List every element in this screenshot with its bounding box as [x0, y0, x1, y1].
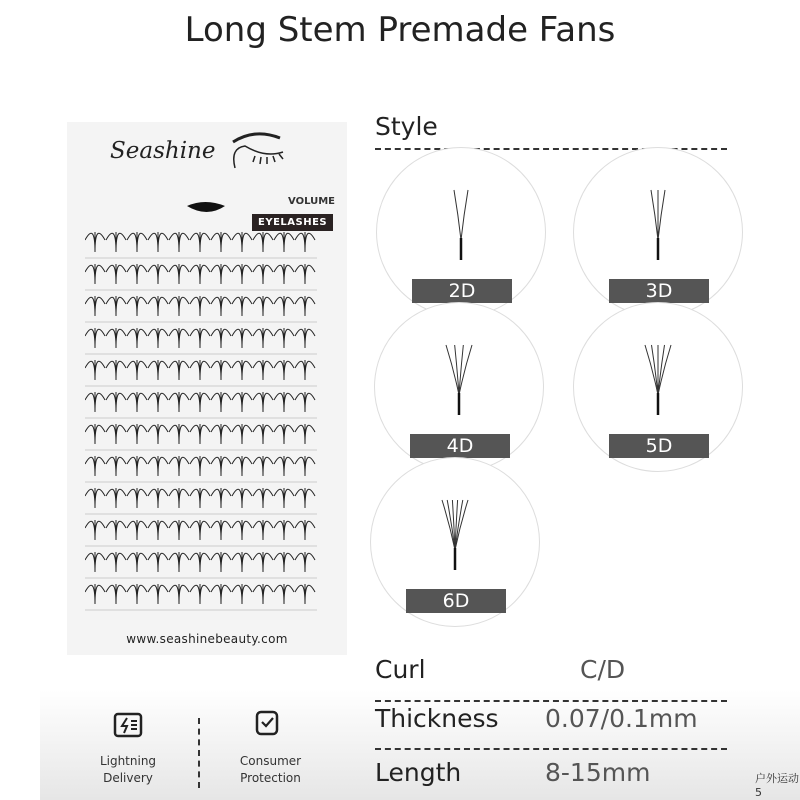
lash-fan — [211, 552, 231, 572]
spec-label-thickness: Thickness — [375, 704, 499, 733]
lash-fan — [190, 328, 210, 348]
lash-fan — [127, 520, 147, 540]
lash-fan — [295, 552, 315, 572]
lash-fan — [106, 456, 126, 476]
lash-fan — [148, 552, 168, 572]
lash-fan — [211, 456, 231, 476]
lash-fan — [169, 552, 189, 572]
feature-lightning-delivery — [88, 753, 168, 787]
lash-fan — [190, 584, 210, 604]
lash-fan — [253, 552, 273, 572]
lash-fan — [232, 296, 252, 316]
style-tag: 5D — [609, 434, 709, 458]
lash-fan — [106, 296, 126, 316]
lash-fan — [190, 424, 210, 444]
feature-line: Consumer — [239, 754, 302, 768]
lash-fan — [85, 424, 105, 444]
lash-fan — [106, 488, 126, 508]
lash-fan — [148, 456, 168, 476]
lash-fan — [295, 328, 315, 348]
watermark: 户外运动5 — [755, 772, 799, 799]
lash-fan — [211, 488, 231, 508]
lash-fan — [274, 264, 294, 284]
lash-fan — [211, 392, 231, 412]
style-label: Style — [375, 112, 438, 141]
lash-fan — [211, 328, 231, 348]
lash-tray — [85, 228, 325, 623]
lash-fan — [295, 232, 315, 252]
lash-fan — [127, 552, 147, 572]
lash-fan — [127, 424, 147, 444]
lash-fan — [274, 488, 294, 508]
lash-fan — [190, 520, 210, 540]
lash-fan — [106, 520, 126, 540]
style-tag: 3D — [609, 279, 709, 303]
lips-icon — [185, 200, 227, 216]
lash-fan — [148, 424, 168, 444]
lash-fan — [295, 360, 315, 380]
lash-fan — [85, 520, 105, 540]
lash-fan — [253, 392, 273, 412]
lash-fan — [295, 456, 315, 476]
lash-fan — [190, 296, 210, 316]
lash-fan — [190, 488, 210, 508]
lash-fan — [127, 264, 147, 284]
lash-fan — [253, 456, 273, 476]
eyelashes-badge: EYELASHES — [252, 214, 333, 231]
lash-fan — [253, 584, 273, 604]
lash-fan — [85, 456, 105, 476]
lash-fan — [148, 232, 168, 252]
brand-logo: Seashine — [110, 138, 216, 164]
lash-fan — [274, 296, 294, 316]
lash-fan — [169, 360, 189, 380]
lash-fan — [169, 584, 189, 604]
lash-fan — [148, 520, 168, 540]
feature-line: Protection — [240, 771, 301, 785]
lash-fan — [232, 584, 252, 604]
lash-fan — [169, 488, 189, 508]
lash-fan — [190, 392, 210, 412]
lash-fan — [148, 392, 168, 412]
lash-fan — [274, 392, 294, 412]
divider — [375, 700, 727, 702]
lash-fan — [211, 232, 231, 252]
lash-fan — [253, 264, 273, 284]
lash-fan — [148, 584, 168, 604]
feature-line: Delivery — [103, 771, 153, 785]
lash-fan — [169, 296, 189, 316]
lash-fan — [232, 392, 252, 412]
lash-fan — [190, 456, 210, 476]
style-tag: 2D — [412, 279, 512, 303]
lash-fan — [274, 584, 294, 604]
eye-icon — [225, 128, 295, 173]
lash-fan — [85, 552, 105, 572]
lash-fan — [295, 264, 315, 284]
style-tag: 4D — [410, 434, 510, 458]
lash-fan — [85, 264, 105, 284]
lash-fan — [274, 424, 294, 444]
lash-fan — [253, 360, 273, 380]
lash-fan — [148, 328, 168, 348]
lash-fan — [127, 392, 147, 412]
lash-fan — [85, 232, 105, 252]
spec-value-length: 8-15mm — [545, 758, 651, 787]
spec-label-curl: Curl — [375, 655, 426, 684]
spec-value-curl: C/D — [580, 655, 626, 684]
feature-divider — [198, 718, 200, 788]
lash-fan — [232, 552, 252, 572]
lash-fan — [232, 520, 252, 540]
lash-fan — [127, 232, 147, 252]
lash-fan — [106, 392, 126, 412]
lash-fan — [169, 520, 189, 540]
lash-fan — [274, 360, 294, 380]
lash-fan — [127, 328, 147, 348]
lash-fan — [232, 360, 252, 380]
lash-fan — [190, 360, 210, 380]
lash-fan — [295, 296, 315, 316]
lash-fan — [106, 360, 126, 380]
lash-fan — [127, 296, 147, 316]
feature-line: Lightning — [99, 754, 157, 768]
lash-fan — [148, 264, 168, 284]
divider — [375, 748, 727, 750]
lash-fan — [85, 488, 105, 508]
lash-fan — [295, 584, 315, 604]
lash-fan — [211, 520, 231, 540]
lash-fan — [106, 584, 126, 604]
lash-fan — [127, 456, 147, 476]
lash-fan — [274, 328, 294, 348]
lash-fan — [295, 424, 315, 444]
lash-fan — [127, 360, 147, 380]
lash-fan — [190, 264, 210, 284]
lash-fan — [106, 552, 126, 572]
lash-fan — [211, 584, 231, 604]
lash-fan — [127, 584, 147, 604]
lash-fan — [253, 328, 273, 348]
volume-label: VOLUME — [288, 196, 335, 207]
lash-fan — [190, 552, 210, 572]
lash-fan — [85, 360, 105, 380]
website-url: www.seashinebeauty.com — [126, 632, 288, 646]
lash-fan — [274, 232, 294, 252]
lash-fan — [169, 456, 189, 476]
lash-fan — [232, 456, 252, 476]
lash-fan — [148, 488, 168, 508]
lash-fan — [295, 520, 315, 540]
lash-fan — [253, 488, 273, 508]
lash-fan — [211, 296, 231, 316]
lash-fan — [232, 232, 252, 252]
lash-fan — [295, 488, 315, 508]
lash-fan — [85, 328, 105, 348]
lash-fan — [148, 360, 168, 380]
lash-fan — [190, 232, 210, 252]
style-tag: 6D — [406, 589, 506, 613]
lash-fan — [211, 360, 231, 380]
page-title: Long Stem Premade Fans — [184, 10, 616, 50]
lash-fan — [211, 264, 231, 284]
lash-fan — [85, 584, 105, 604]
lash-fan — [274, 552, 294, 572]
lash-fan — [169, 232, 189, 252]
spec-value-thickness: 0.07/0.1mm — [545, 704, 698, 733]
lash-fan — [85, 296, 105, 316]
lash-fan — [253, 296, 273, 316]
lash-fan — [232, 328, 252, 348]
lash-fan — [169, 424, 189, 444]
lash-fan — [169, 392, 189, 412]
lash-fan — [253, 232, 273, 252]
lash-fan — [169, 264, 189, 284]
lash-fan — [253, 520, 273, 540]
feature-consumer-protection — [228, 753, 313, 787]
spec-label-length: Length — [375, 758, 462, 787]
lash-fan — [106, 232, 126, 252]
lash-fan — [169, 328, 189, 348]
lightning-icon — [113, 712, 145, 738]
lash-fan — [295, 392, 315, 412]
lash-fan — [232, 264, 252, 284]
lash-fan — [106, 328, 126, 348]
lash-fan — [253, 424, 273, 444]
lash-fan — [274, 456, 294, 476]
lash-fan — [211, 424, 231, 444]
lash-fan — [232, 488, 252, 508]
lash-fan — [106, 264, 126, 284]
lash-fan — [148, 296, 168, 316]
check-shield-icon — [255, 710, 281, 740]
lash-fan — [127, 488, 147, 508]
lash-fan — [274, 520, 294, 540]
lash-fan — [85, 392, 105, 412]
lash-fan — [106, 424, 126, 444]
lash-fan — [232, 424, 252, 444]
